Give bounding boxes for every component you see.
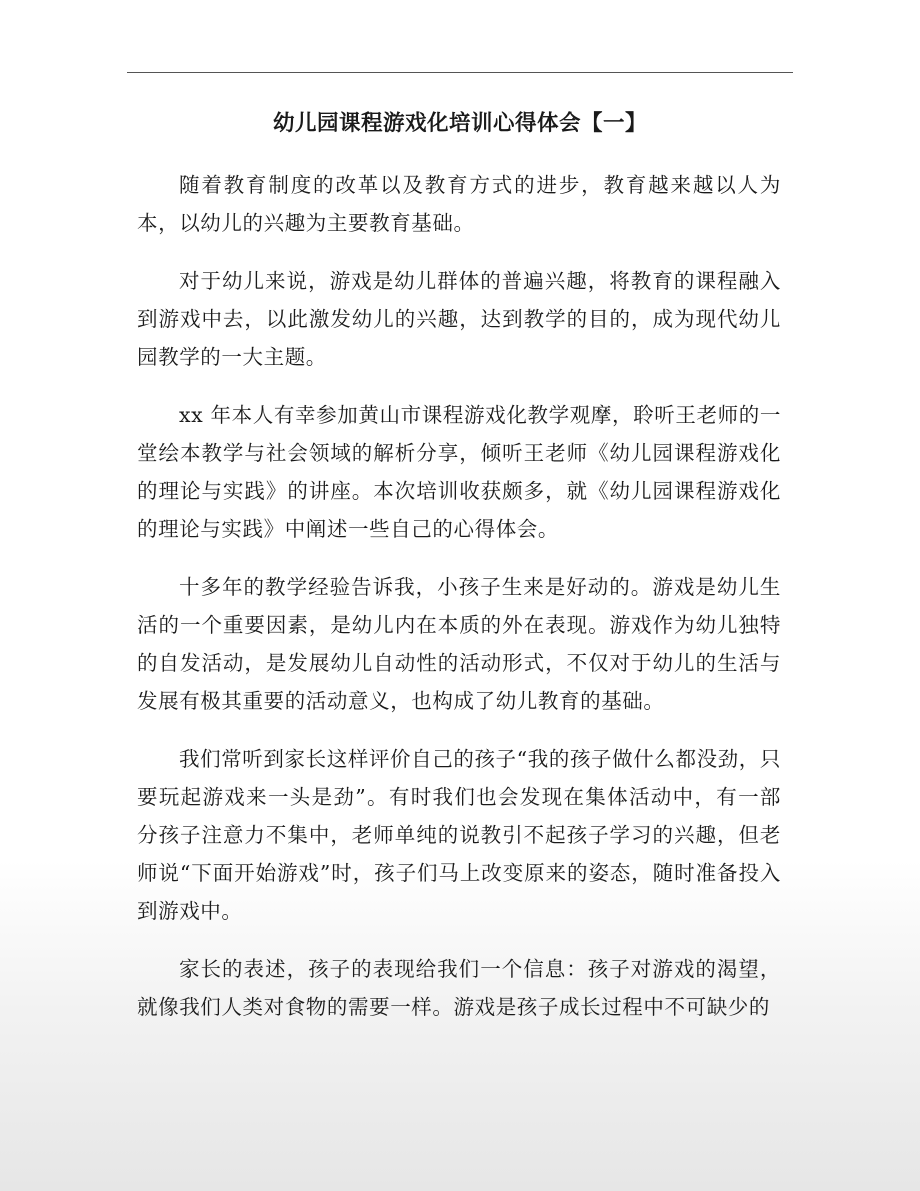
header-rule xyxy=(127,72,793,73)
paragraph-6: 家长的表述，孩子的表现给我们一个信息：孩子对游戏的渴望，就像我们人类对食物的需要一样。游戏是孩子成长过程中不可缺少的 xyxy=(137,957,781,1019)
paragraph-3: xx 年本人有幸参加黄山市课程游戏化教学观摩，聆听王老师的一堂绘本教学与社会领域的解析分享，倾听王老师《幼儿园课程游戏化的理论与实践》的讲座。本次培训收获颇多，就《幼儿园课程游戏化的理论与实践》中阐述一些自己的心得体会。 xyxy=(137,403,781,541)
document-title: 幼儿园课程游戏化培训心得体会【一】 xyxy=(272,111,647,136)
paragraph-4: 十多年的教学经验告诉我，小孩子生来是好动的。游戏是幼儿生活的一个重要因素，是幼儿内在本质的外在表现。游戏作为幼儿独特的自发活动，是发展幼儿自动性的活动形式，不仅对于幼儿的生活与发展有极其重要的活动意义，也构成了幼儿教育的基础。 xyxy=(137,575,781,713)
paragraph-1: 随着教育制度的改革以及教育方式的进步，教育越来越以人为本，以幼儿的兴趣为主要教育基础。 xyxy=(137,173,781,235)
paragraph-5: 我们常听到家长这样评价自己的孩子“我的孩子做什么都没劲，只要玩起游戏来一头是劲”。有时我们也会发现在集体活动中，有一部分孩子注意力不集中，老师单纯的说教引不起孩子学习的兴趣，但老师说“下面开始游戏”时，孩子们马上改变原来的姿态，随时准备投入到游戏中。 xyxy=(137,747,781,923)
paragraph-2: 对于幼儿来说，游戏是幼儿群体的普遍兴趣，将教育的课程融入到游戏中去，以此激发幼儿的兴趣，达到教学的目的，成为现代幼儿园教学的一大主题。 xyxy=(137,269,781,369)
document-body xyxy=(137,166,781,1046)
